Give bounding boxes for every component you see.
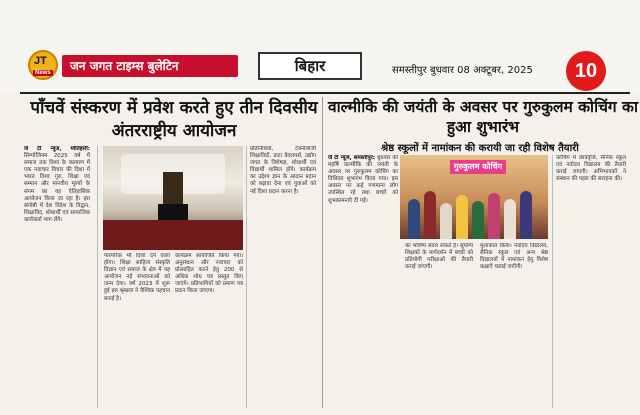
- story1-col3-text: कार्यक्रम आयोजित किया गया। अनुसंधान और नवाचार को प्रोत्साहित करने हेतु 200 से अधिक शोध पत्र प्रस्तुत किए जाएंगे। प्रतिभागियों को प्रमाण पत्र प्रदान किया जाएगा।: [175, 253, 243, 295]
- column-divider: [97, 146, 98, 408]
- logo-text: JT: [34, 55, 47, 67]
- dateline-location: समस्तीपुर: [392, 65, 427, 76]
- story2-headline: वाल्मीकि की जयंती के अवसर पर गुरुकुलम कोचिंग का हुआ शुभारंभ: [328, 98, 638, 136]
- column-divider: [246, 146, 247, 408]
- page-number: 10: [566, 51, 606, 91]
- story2-col1-text: बुधवार को महर्षि वाल्मीकि की जयंती के अवसर पर गुरुकुलम कोचिंग का विधिवत शुभारंभ किया गया। इस अवसर पर कई गणमान्य लोग उपस्थित रहे तथा बच्चों को शुभकामनाएँ दी गईं।: [328, 155, 398, 204]
- dateline: [392, 62, 533, 76]
- logo-subtext: News: [35, 70, 51, 76]
- story2-column-1: [328, 155, 398, 408]
- newspaper-name: जन जगत टाइम्स बुलेटिन: [62, 55, 238, 77]
- masthead: [0, 0, 640, 92]
- masthead-rule: [20, 92, 630, 94]
- story1-headline: पाँचवें संस्करण में प्रवेश करते हुए तीन दिवसीय अंतरराष्ट्रीय आयोजन: [30, 98, 318, 141]
- dateline-date: बुधवार 08 अक्टूबर, 2025: [429, 65, 533, 76]
- story2-column-4: [556, 155, 626, 408]
- story1-column-4: [250, 146, 316, 408]
- section-title: बिहार: [258, 52, 362, 80]
- story2-column-3: [480, 243, 548, 408]
- story-divider: [322, 97, 323, 408]
- story1-col1-text: सिम्पोजियम 2025 वर्ष में समाज तक विश्व के कल्याण में एक नवाचार विचार की दिशा में भारत विश्व गुरु, शिक्षा एवं सम्मान और मानवीय मूल्यों के संगम का यह ऐतिहासिक आयोजन किया जा रहा है। इस संगोष्ठी में देश विदेश के विद्वान, शिक्षाविद, शोधार्थी एवं सामाजिक कार्यकर्ता भाग लेंगे।: [24, 153, 90, 223]
- story2-photo: [400, 155, 548, 239]
- story1-col4-text: प्रतिनिधियों, टेक्नोलॉजी शिक्षाविदों, डाटा डेवलपर्स, उद्योग जगत के विशेषज्ञ, शोधार्थी एवं विद्यार्थी शामिल होंगे। कार्यक्रम का उद्देश्य ज्ञान के आदान प्रदान को बढ़ावा देना एवं युवाओं को नई दिशा प्रदान करना है।: [250, 146, 316, 195]
- story1-column-1: [24, 146, 90, 408]
- story2-dateline: जे टी न्यूज, समस्तीपुर:: [328, 155, 376, 161]
- story2-col3-text: मुलाकात किया। नवोदय विद्यालय, सैनिक स्कूल एवं अन्य श्रेष्ठ विद्यालयों में नामांकन हेतु विशेष कक्षाएँ चलाई जाएँगी।: [480, 243, 548, 271]
- story2-subheadline: श्रेष्ठ स्कूलों में नामांकन की करायी जा रही विशेष तैयारी: [381, 143, 579, 154]
- story1-dateline: जे टी न्यूज, मोतिहारी:: [24, 146, 90, 152]
- story1-col2-text: पारंपरिक भी दिशा देने वाला होगा। शिक्षा साहित्य संस्कृति विज्ञान एवं समाज के क्षेत्र में यह आयोजन नई संभावनाओं को जन्म देगा। वर्ष 2023 में शुरू हुई इस श्रृंखला ने वैश्विक पहचान बनाई है।: [104, 253, 170, 302]
- story2-col2-text: का भविष्य संवार सकते हैं। सुयोग्य शिक्षकों के मार्गदर्शन में बच्चों को प्रतियोगी परीक्षाओं की तैयारी कराई जाएगी।: [405, 243, 473, 271]
- story2-column-2: [405, 243, 473, 408]
- story1-photo: [103, 146, 243, 250]
- story1-column-2: [104, 253, 170, 408]
- column-divider: [552, 155, 553, 408]
- story2-col4-text: कोचिंग में छात्रवृत्ति, सैनिक स्कूल एवं नवोदय विद्यालय की तैयारी कराई जाएगी। अभिभावकों ने संस्थान की पहल की सराहना की।: [556, 155, 626, 183]
- story1-column-3: [175, 253, 243, 408]
- photo-banner: गुरुकुलम कोचिंग: [450, 160, 506, 174]
